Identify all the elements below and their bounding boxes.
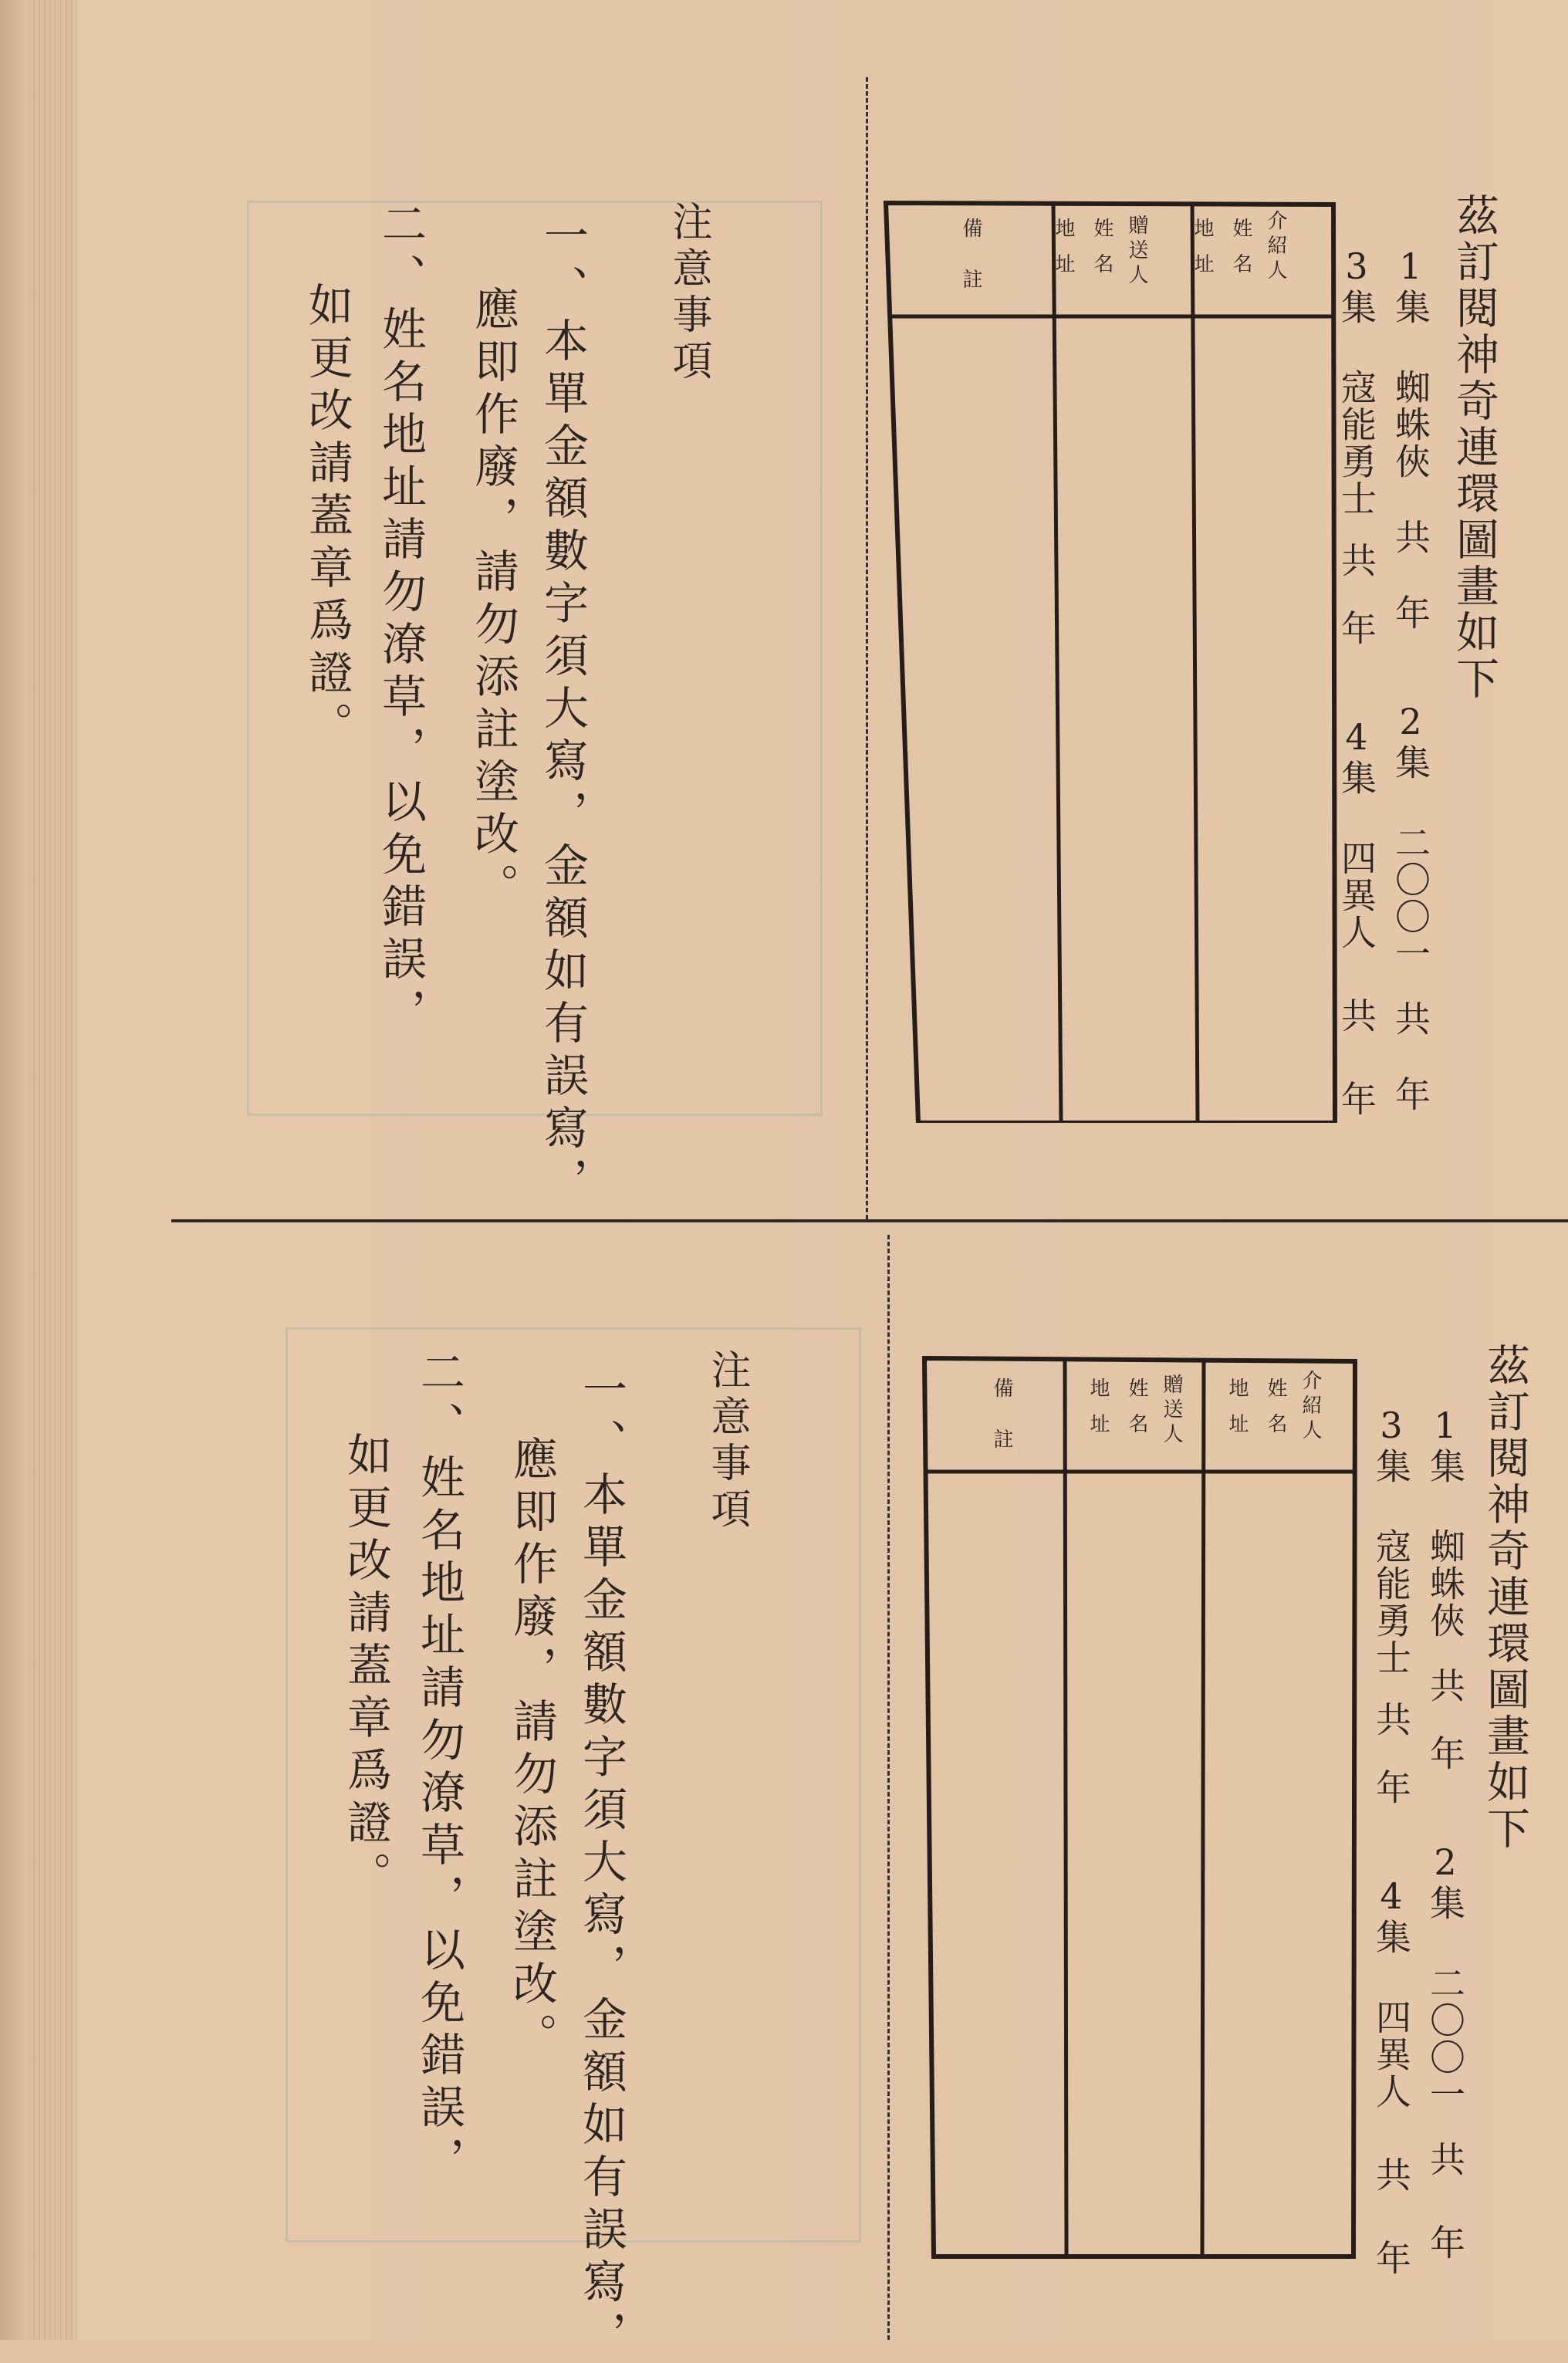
issue-1: 1集 蜘蛛俠 xyxy=(1424,1405,1466,1639)
issue-2: 2集 二〇〇一 xyxy=(1390,701,1431,972)
note-2-line-2: 如更改請蓋章爲證。 xyxy=(301,282,353,754)
introducer-address-label: 地址 xyxy=(1191,218,1214,289)
sender-address-label: 地址 xyxy=(1052,218,1075,289)
note-1-line-1: 一、本單金額數字須大寫，金額如有誤寫， xyxy=(575,1366,627,2363)
issue-4: 4集 四異人 xyxy=(1336,716,1377,951)
introducer-address-label: 地址 xyxy=(1225,1378,1249,1449)
form-heading: 茲訂閱神奇連環圖畫如下 xyxy=(1449,193,1499,702)
note-1-line-2: 應即作廢，請勿添註塗改。 xyxy=(505,1435,558,2065)
form-heading: 茲訂閱神奇連環圖畫如下 xyxy=(1480,1343,1530,1852)
years-prefix: 共 xyxy=(1424,1667,1466,1704)
recipient-table xyxy=(880,197,1343,1123)
note-2-line-1: 二、姓名地址請勿潦草，以免錯誤， xyxy=(374,201,427,1040)
order-line-2 xyxy=(1366,1405,1417,2277)
years-prefix: 共 xyxy=(1370,2156,1412,2193)
years-suffix: 年 xyxy=(1424,2224,1466,2261)
years-suffix: 年 xyxy=(1370,2240,1412,2277)
issue-2: 2集 二〇〇一 xyxy=(1424,1841,1466,2113)
introducer-label: 介紹人 xyxy=(1264,210,1287,284)
order-line-1 xyxy=(1385,245,1436,1113)
notes-title: 注意事項 xyxy=(704,1349,750,1534)
years-prefix: 共 xyxy=(1390,1000,1431,1037)
vertical-dashed-line-bottom xyxy=(887,1235,890,2340)
years-suffix: 年 xyxy=(1424,1735,1466,1772)
note-1-line-2: 應即作廢，請勿添註塗改。 xyxy=(467,286,519,915)
issue-3: 3集 寇能勇士 xyxy=(1336,245,1377,517)
years-prefix: 共 xyxy=(1336,542,1377,579)
horizontal-cut-line xyxy=(171,1219,1568,1222)
issue-3: 3集 寇能勇士 xyxy=(1370,1405,1412,1676)
remarks-label: 備註 xyxy=(959,218,982,319)
sender-address-label: 地址 xyxy=(1086,1378,1110,1449)
sender-label: 贈送人 xyxy=(1125,215,1148,289)
note-2-line-1: 二、姓名地址請勿潦草，以免錯誤， xyxy=(413,1349,465,2189)
years-suffix: 年 xyxy=(1370,1769,1412,1806)
order-line-1 xyxy=(1420,1405,1471,2261)
notes-title: 注意事項 xyxy=(665,201,711,386)
introducer-label: 介紹人 xyxy=(1299,1370,1322,1444)
note-1-line-1: 一、本單金額數字須大寫，金額如有誤寫， xyxy=(536,212,589,1209)
sender-name-label: 姓名 xyxy=(1090,218,1113,289)
years-prefix: 共 xyxy=(1336,997,1377,1034)
years-suffix: 年 xyxy=(1336,1080,1377,1117)
years-suffix: 年 xyxy=(1336,610,1377,647)
introducer-name-label: 姓名 xyxy=(1229,218,1252,289)
issue-1: 1集 蜘蛛俠 xyxy=(1390,245,1431,480)
vertical-dashed-line-top xyxy=(866,77,868,1219)
sender-label: 贈送人 xyxy=(1160,1374,1183,1448)
years-suffix: 年 xyxy=(1390,1076,1431,1113)
sender-name-label: 姓名 xyxy=(1125,1378,1148,1449)
years-suffix: 年 xyxy=(1390,594,1431,631)
years-prefix: 共 xyxy=(1424,2141,1466,2178)
remarks-label: 備註 xyxy=(990,1378,1013,1479)
recipient-table xyxy=(918,1352,1358,2278)
introducer-name-label: 姓名 xyxy=(1264,1378,1287,1449)
years-prefix: 共 xyxy=(1370,1701,1412,1738)
issue-4: 4集 四異人 xyxy=(1370,1875,1412,2110)
years-prefix: 共 xyxy=(1390,519,1431,556)
paper-edge xyxy=(29,0,77,2340)
note-2-line-2: 如更改請蓋章爲證。 xyxy=(340,1432,392,1904)
